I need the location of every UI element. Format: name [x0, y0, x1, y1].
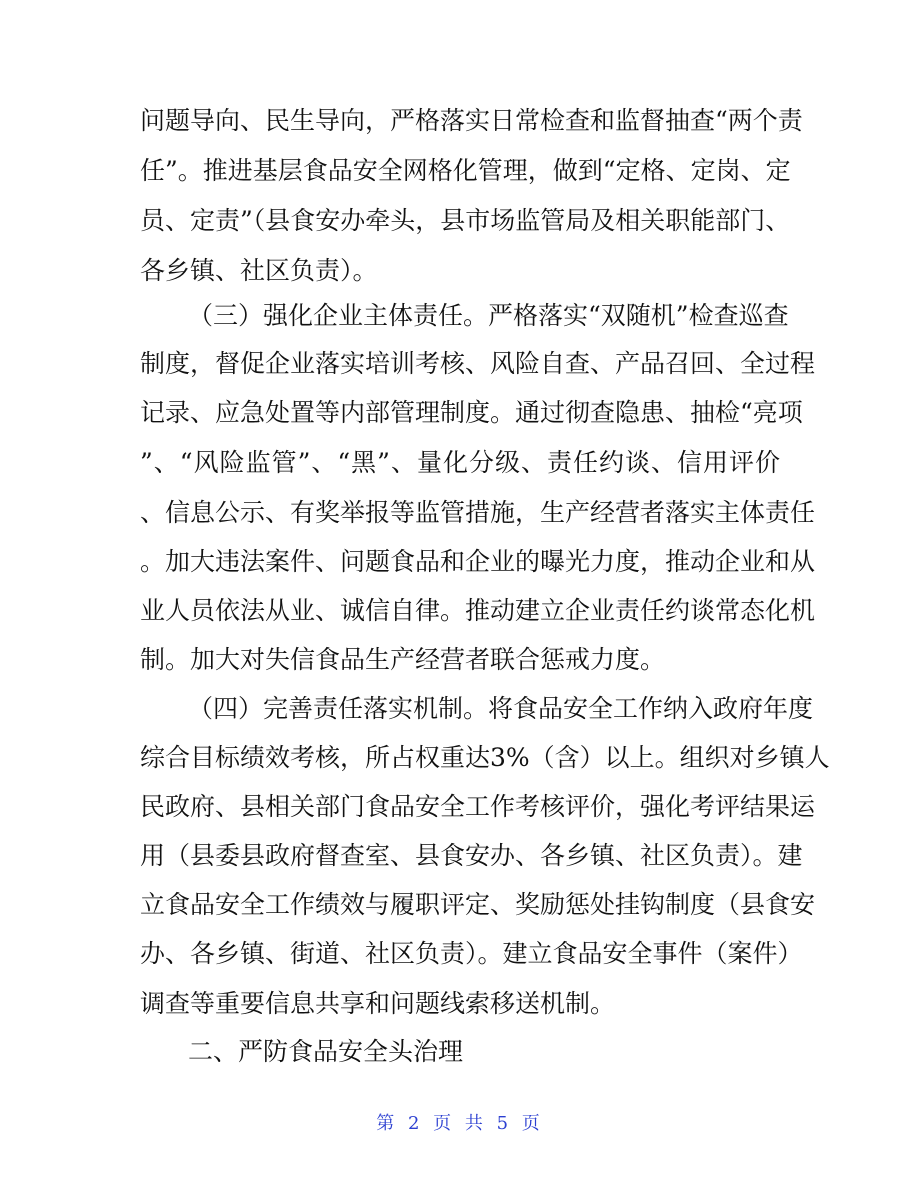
text-line-7: 记录、应急处置等内部管理制度。通过彻查隐患、抽检“亮项 — [140, 398, 803, 427]
text-line-6: 制度，督促企业落实培训考核、风险自查、产品召回、全过程 — [140, 349, 816, 378]
text-line-13: （四）完善责任落实机制。将食品安全工作纳入政府年度 — [188, 694, 814, 723]
text-line-18: 办、各乡镇、街道、社区负责）。建立食品安全事件（案件） — [140, 939, 803, 968]
text-line-14: 综合目标绩效考核，所占权重达3%（含）以上。组织对乡镇人 — [140, 743, 830, 772]
text-line-17: 立食品安全工作绩效与履职评定、奖励惩处挂钩制度（县食安 — [140, 890, 816, 919]
text-line-5: （三）强化企业主体责任。严格落实“双随机”检查巡查 — [188, 301, 789, 330]
text-line-1: 问题导向、民生导向，严格落实日常检查和监督抽查“两个责 — [140, 106, 803, 135]
text-line-15: 民政府、县相关部门食品安全工作考核评价，强化考评结果运 — [140, 792, 816, 821]
text-line-2: 任”。推进基层食品安全网格化管理，做到“定格、定岗、定 — [140, 156, 791, 185]
text-line-9: 、信息公示、有奖举报等监管措施，生产经营者落实主体责任 — [140, 498, 816, 527]
text-line-11: 业人员依法从业、诚信自律。推动建立企业责任约谈常态化机 — [140, 596, 816, 625]
text-line-10: 。加大违法案件、问题食品和企业的曝光力度，推动企业和从 — [140, 547, 816, 576]
text-line-12: 制。加大对失信食品生产经营者联合惩戒力度。 — [140, 645, 666, 674]
text-line-16: 用（县委县政府督查室、县食安办、各乡镇、社区负责）。建 — [140, 841, 803, 870]
section-heading: 二、严防食品安全头治理 — [188, 1037, 464, 1066]
text-line-8: ”、“风险监管”、“黑”、量化分级、责任约谈、信用评价 — [140, 448, 780, 477]
page-footer: 第 2 页 共 5 页 — [376, 1113, 544, 1134]
text-line-19: 调查等重要信息共享和问题线索移送机制。 — [140, 989, 616, 1018]
text-line-4: 各乡镇、社区负责）。 — [140, 256, 378, 285]
text-line-3: 员、定责”（县食安办牵头，县市场监管局及相关职能部门、 — [140, 206, 791, 235]
